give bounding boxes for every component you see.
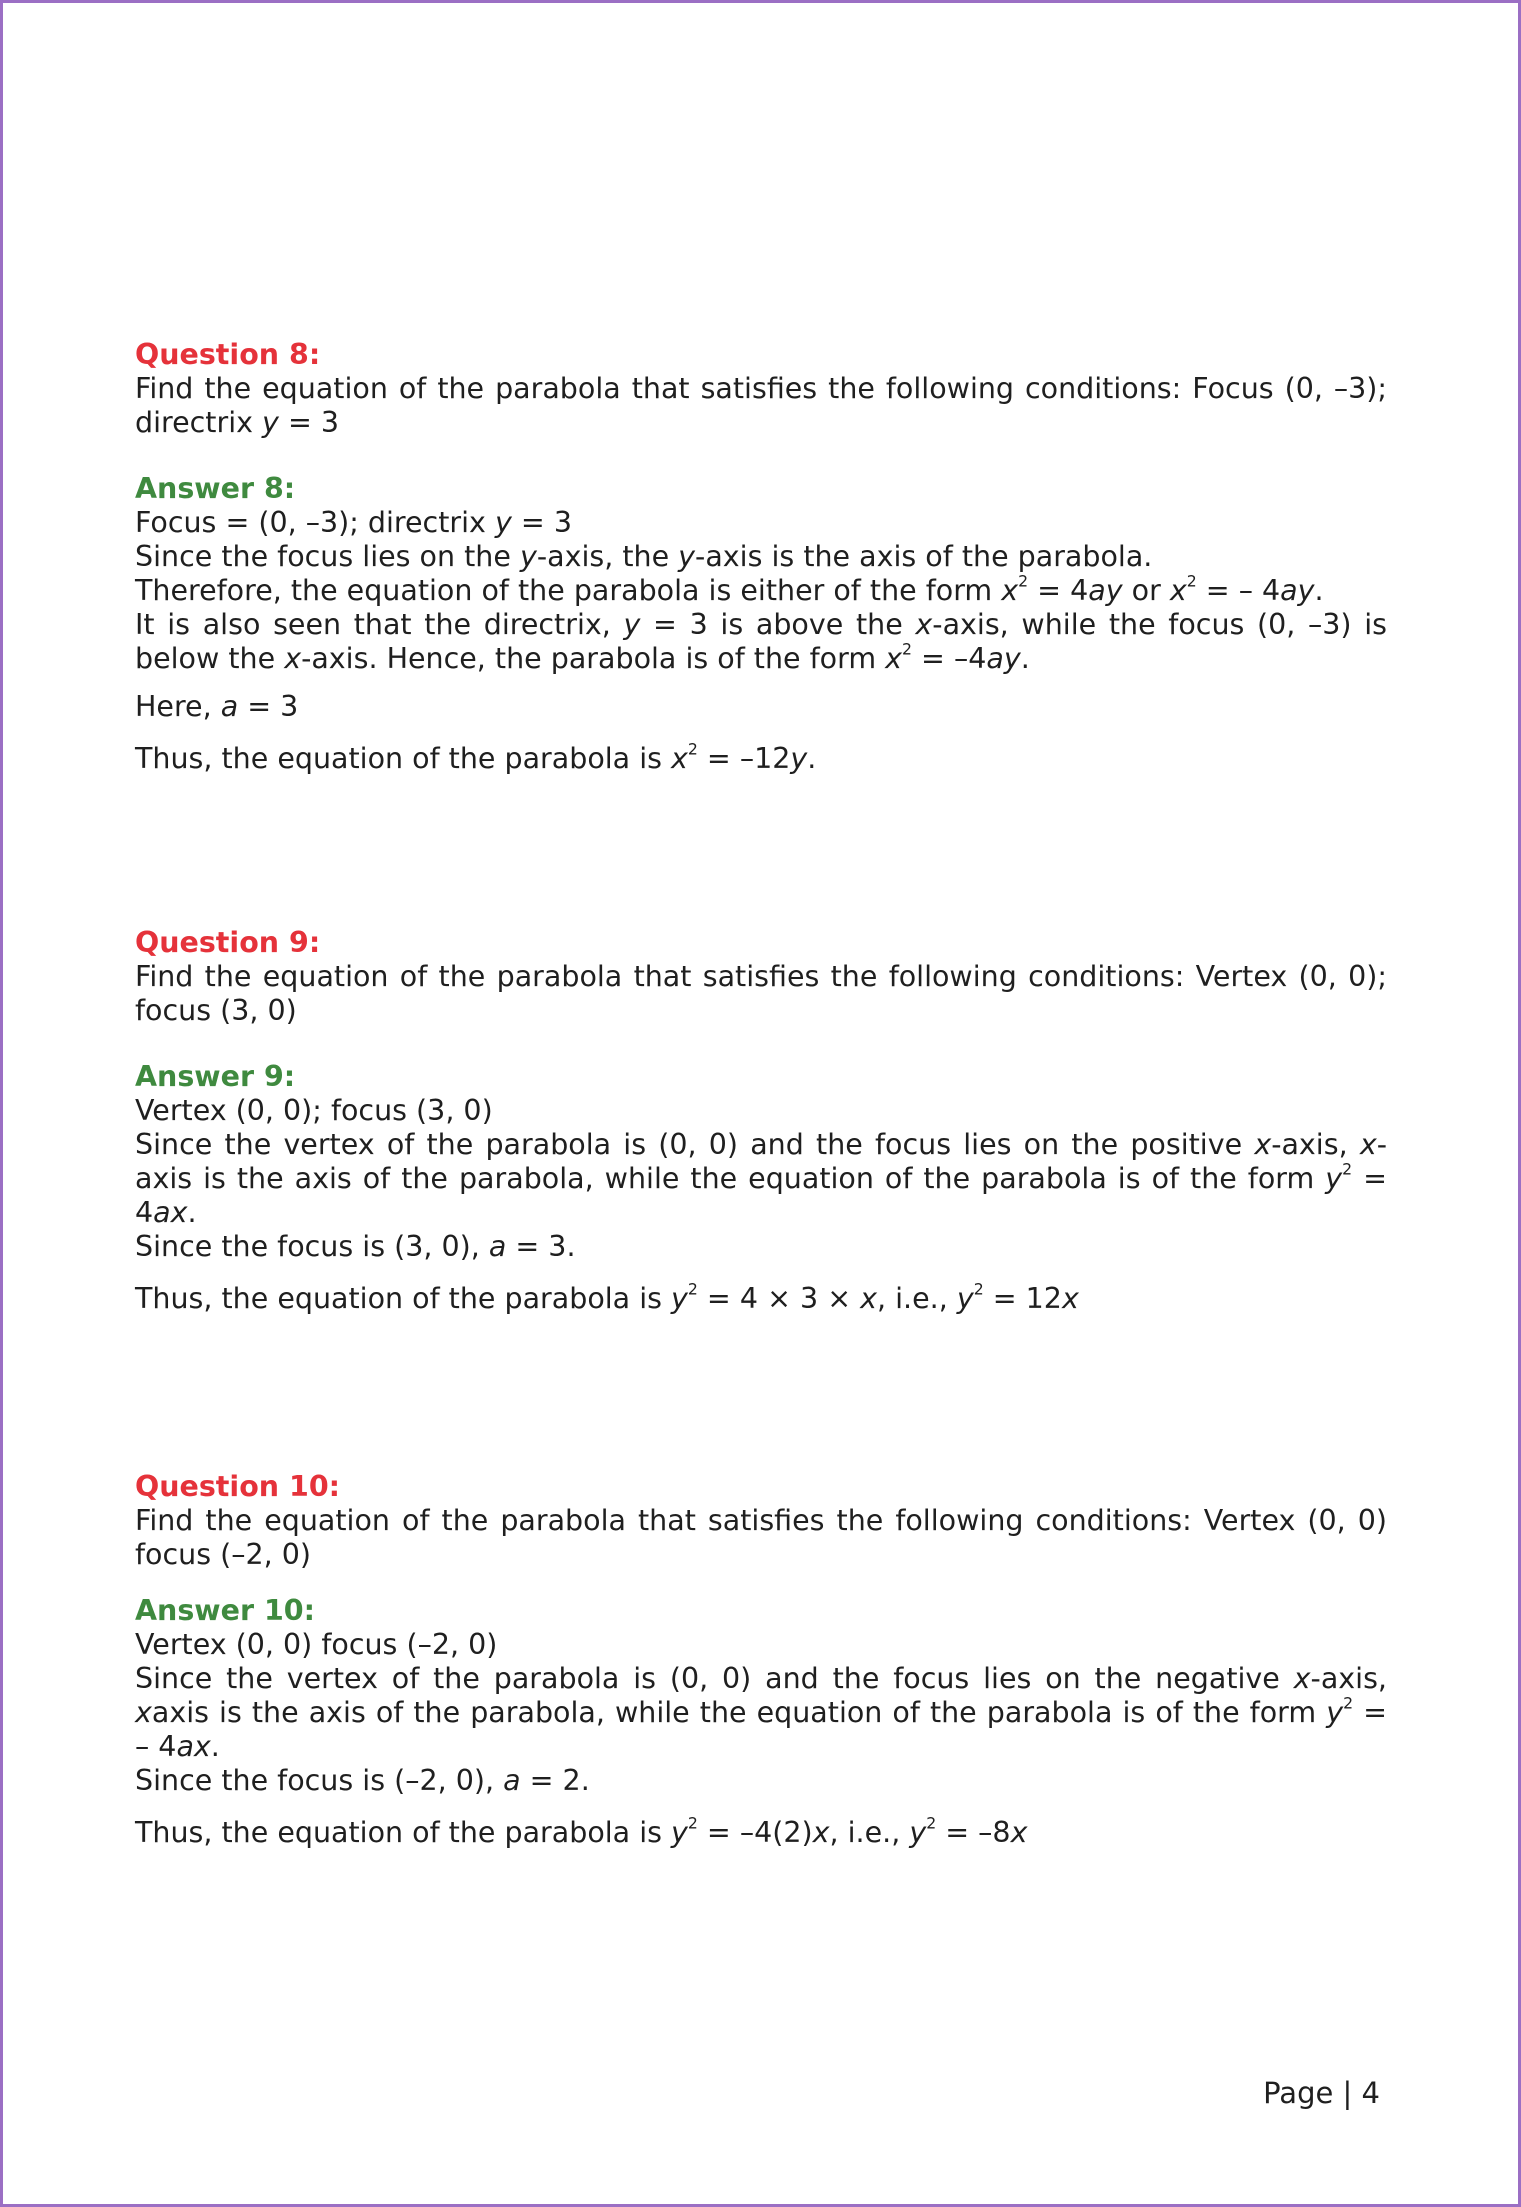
answer-8-label: Answer 8: <box>135 472 296 505</box>
answer-8-line-2: Since the focus lies on the y-axis, the y-axis is the axis of the parabola. <box>135 540 1153 573</box>
answer-8-line-1: Focus = (0, –3); directrix y = 3 <box>135 506 572 539</box>
answer-8-thus: Thus, the equation of the parabola is $x^2 = -12y$. <box>135 739 817 775</box>
answer-10-line-2: Since the vertex of the parabola is (0, 0) and the focus lies on the negative x-axis, xaxis is the axis of the parabola, while the equation of the parabola is of the form $y^2$ = – 4ax. <box>135 1662 1387 1763</box>
answer-8-here: Here, a = 3 <box>135 690 299 723</box>
question-9-text: Find the equation of the parabola that satisfies the following conditions: Vertex (0, 0); focus (3, 0) <box>135 960 1387 1027</box>
question-10-label: Question 10: <box>135 1470 341 1503</box>
answer-9-label: Answer 9: <box>135 1060 296 1093</box>
answer-10-line-1: Vertex (0, 0) focus (–2, 0) <box>135 1628 498 1661</box>
answer-8-line-3: Therefore, the equation of the parabola is either of the form $x^2 = 4ay$ or $x^2$ = – 4ay. <box>135 571 1324 607</box>
page-content <box>135 338 1387 1850</box>
answer-9-thus: Thus, the equation of the parabola is $y^2 = 4 \times 3 \times x$, i.e., $y^2 = 12x$ <box>135 1279 1079 1315</box>
page-number: Page | 4 <box>1263 2076 1380 2110</box>
answer-8-line-4: It is also seen that the directrix, y = 3 is above the x-axis, while the focus (0, –3) is below the x-axis. Hence, the parabola is of the form $x^2 = -4ay$. <box>135 608 1387 675</box>
question-9-label: Question 9: <box>135 926 321 959</box>
answer-10-line-3: Since the focus is (–2, 0), a = 2. <box>135 1764 590 1797</box>
answer-10-label: Answer 10: <box>135 1594 316 1627</box>
answer-9-line-3: Since the focus is (3, 0), a = 3. <box>135 1230 576 1263</box>
question-10-text: Find the equation of the parabola that satisfies the following conditions: Vertex (0, 0) focus (–2, 0) <box>135 1504 1387 1571</box>
question-8-label: Question 8: <box>135 338 321 371</box>
answer-9-line-1: Vertex (0, 0); focus (3, 0) <box>135 1094 493 1127</box>
answer-9-line-2: Since the vertex of the parabola is (0, 0) and the focus lies on the positive x-axis, x-axis is the axis of the parabola, while the equation of the parabola is of the form $y^2 = 4ax$. <box>135 1128 1387 1229</box>
question-8-text: Find the equation of the parabola that satisfies the following conditions: Focus (0, –3); directrix y = 3 <box>135 372 1387 439</box>
answer-10-thus: Thus, the equation of the parabola is $y^2 = -4(2)x$, i.e., $y^2 = -8x$ <box>135 1813 1028 1849</box>
